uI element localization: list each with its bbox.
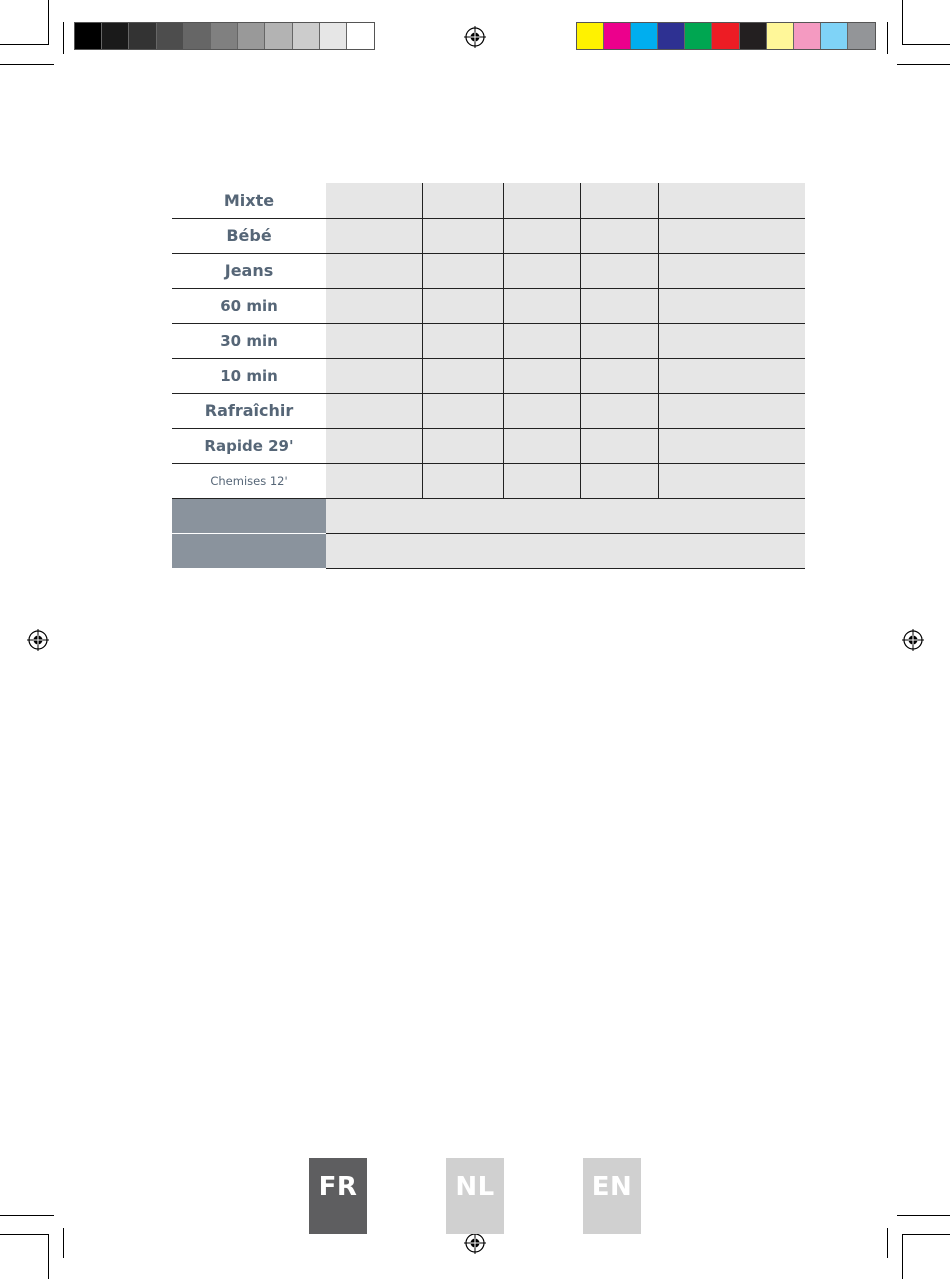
table-row bbox=[172, 428, 805, 463]
registration-mark-icon bbox=[27, 629, 49, 651]
color-swatch bbox=[129, 23, 156, 49]
color-swatch bbox=[604, 23, 631, 49]
color-swatch bbox=[102, 23, 129, 49]
table-cell bbox=[326, 218, 422, 253]
table-cell bbox=[658, 183, 805, 218]
color-swatch bbox=[848, 23, 875, 49]
footer-row-cell bbox=[326, 533, 805, 568]
table-cell bbox=[422, 253, 503, 288]
table-row bbox=[172, 358, 805, 393]
program-label: Rafraîchir bbox=[172, 393, 326, 428]
table-cell bbox=[658, 428, 805, 463]
table-cell bbox=[503, 393, 580, 428]
footer-row-header bbox=[172, 498, 326, 533]
color-swatch bbox=[238, 23, 265, 49]
language-tab-fr[interactable]: FR bbox=[309, 1158, 367, 1234]
table-cell bbox=[326, 183, 422, 218]
table-cell bbox=[422, 183, 503, 218]
table-cell bbox=[422, 393, 503, 428]
color-swatch bbox=[658, 23, 685, 49]
color-swatch bbox=[821, 23, 848, 49]
table-cell bbox=[503, 253, 580, 288]
color-swatch bbox=[347, 23, 374, 49]
table-cell bbox=[422, 288, 503, 323]
table-cell bbox=[580, 218, 658, 253]
table-cell bbox=[326, 463, 422, 498]
table-row bbox=[172, 288, 805, 323]
table-cell bbox=[658, 393, 805, 428]
color-swatch bbox=[184, 23, 211, 49]
program-label: Mixte bbox=[172, 183, 326, 218]
color-swatch bbox=[293, 23, 320, 49]
table-cell bbox=[326, 358, 422, 393]
color-swatch bbox=[75, 23, 102, 49]
registration-mark-icon bbox=[464, 1232, 486, 1254]
table-cell bbox=[422, 463, 503, 498]
table-row bbox=[172, 393, 805, 428]
table-cell bbox=[658, 463, 805, 498]
process-color-bar bbox=[576, 22, 876, 50]
table-cell bbox=[503, 428, 580, 463]
table-footer-row bbox=[172, 533, 805, 568]
table-cell bbox=[658, 288, 805, 323]
table-cell bbox=[658, 358, 805, 393]
table-cell bbox=[422, 358, 503, 393]
footer-row-cell bbox=[326, 498, 805, 533]
grayscale-color-bar bbox=[74, 22, 375, 50]
table-row bbox=[172, 253, 805, 288]
language-tab-nl[interactable]: NL bbox=[446, 1158, 504, 1234]
table-cell bbox=[580, 253, 658, 288]
language-tab-en[interactable]: EN bbox=[583, 1158, 641, 1234]
table-cell bbox=[580, 288, 658, 323]
footer-row-header bbox=[172, 533, 326, 568]
table-cell bbox=[503, 218, 580, 253]
color-swatch bbox=[685, 23, 712, 49]
table-row bbox=[172, 218, 805, 253]
color-swatch bbox=[712, 23, 739, 49]
table-cell bbox=[503, 183, 580, 218]
table-cell bbox=[503, 288, 580, 323]
table-cell bbox=[503, 358, 580, 393]
program-label: Chemises 12' bbox=[172, 463, 326, 498]
table-footer-row bbox=[172, 498, 805, 533]
table-cell bbox=[422, 323, 503, 358]
registration-mark-icon bbox=[464, 26, 486, 48]
color-swatch bbox=[794, 23, 821, 49]
registration-mark-icon bbox=[902, 629, 924, 651]
table-cell bbox=[503, 323, 580, 358]
color-swatch bbox=[157, 23, 184, 49]
color-swatch bbox=[631, 23, 658, 49]
table-cell bbox=[326, 428, 422, 463]
table-cell bbox=[580, 393, 658, 428]
table-cell bbox=[326, 393, 422, 428]
color-swatch bbox=[740, 23, 767, 49]
program-label: Rapide 29' bbox=[172, 428, 326, 463]
table-row bbox=[172, 323, 805, 358]
table-cell bbox=[326, 288, 422, 323]
table-cell bbox=[580, 428, 658, 463]
table-cell bbox=[658, 253, 805, 288]
color-swatch bbox=[265, 23, 292, 49]
color-swatch bbox=[767, 23, 794, 49]
color-swatch bbox=[320, 23, 347, 49]
table-cell bbox=[503, 463, 580, 498]
table-cell bbox=[580, 323, 658, 358]
table-cell bbox=[326, 323, 422, 358]
table-row bbox=[172, 463, 805, 498]
program-label: Jeans bbox=[172, 253, 326, 288]
program-label: 60 min bbox=[172, 288, 326, 323]
program-label: Bébé bbox=[172, 218, 326, 253]
color-swatch bbox=[577, 23, 604, 49]
table-cell bbox=[580, 358, 658, 393]
table-cell bbox=[326, 253, 422, 288]
color-swatch bbox=[211, 23, 238, 49]
table-cell bbox=[422, 218, 503, 253]
table-cell bbox=[580, 183, 658, 218]
table-row bbox=[172, 183, 805, 218]
table-cell bbox=[658, 323, 805, 358]
table-cell bbox=[580, 463, 658, 498]
program-label: 10 min bbox=[172, 358, 326, 393]
program-table bbox=[172, 183, 805, 569]
table-cell bbox=[658, 218, 805, 253]
table-cell bbox=[422, 428, 503, 463]
program-label: 30 min bbox=[172, 323, 326, 358]
